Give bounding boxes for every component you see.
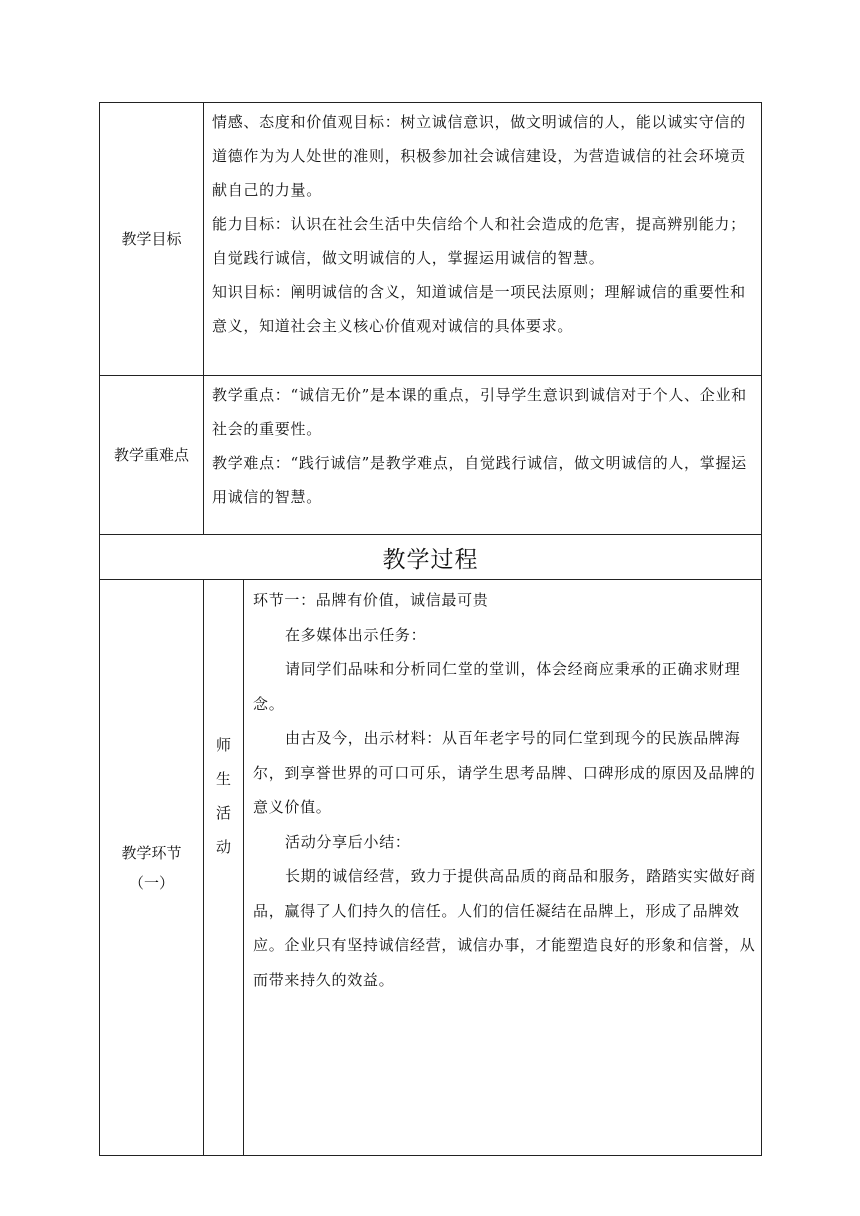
step-one-label (100, 580, 204, 1156)
process-paragraph: 由古及今，出示材料：从百年老字号的同仁堂到现今的民族品牌海尔，到享誉世界的可口可乐，请学生思考品牌、口碑形成的原因及品牌的意义价值。 (253, 729, 756, 816)
process-paragraph: 活动分享后小结： (285, 832, 411, 851)
key-point-text: 教学重点：“诚信无价”是本课的重点，引导学生意识到诚信对于个人、企业和社会的重要性。 (212, 386, 747, 438)
process-paragraph: 在多媒体出示任务： (285, 625, 427, 644)
key-points-row (100, 376, 762, 535)
process-paragraph: 请同学们品味和分析同仁堂的堂训，体会经商应秉承的正确求财理念。 (253, 660, 741, 713)
process-title: 教学过程 (100, 535, 762, 580)
key-points-label: 教学重难点 (100, 376, 204, 535)
ability-goal-text: 能力目标：认识在社会生活中失信给个人和社会造成的危害，提高辨别能力；自觉践行诚信，做文明诚信的人，掌握运用诚信的智慧。 (212, 215, 746, 267)
lesson-plan-page (99, 102, 761, 1156)
teaching-goals-row (100, 103, 762, 376)
activity-label-cell (204, 580, 244, 1156)
knowledge-goal-text: 知识目标：阐明诚信的含义，知道诚信是一项民法原则；理解诚信的重要性和意义，知道社会主义核心价值观对诚信的具体要求。 (212, 283, 746, 335)
process-title-row (100, 535, 762, 580)
key-points-content (204, 376, 762, 535)
activity-label: 师生活动 (215, 736, 231, 856)
difficult-point-text: 教学难点：“践行诚信”是教学难点，自觉践行诚信，做文明诚信的人，掌握运用诚信的智慧。 (212, 454, 747, 506)
affective-goal-text: 情感、态度和价值观目标：树立诚信意识，做文明诚信的人，能以诚实守信的道德作为为人处世的准则，积极参加社会诚信建设，为营造诚信的社会环境贡献自己的力量。 (212, 113, 746, 199)
lesson-plan-table (99, 102, 762, 1156)
step-one-content (244, 580, 762, 1156)
step-one-heading: 环节一：品牌有价值，诚信最可贵 (253, 591, 489, 609)
step-one-label-text: 教学环节（一） (121, 843, 182, 892)
teaching-goals-content (204, 103, 762, 376)
step-one-row (100, 580, 762, 1156)
process-paragraph: 长期的诚信经营，致力于提供高品质的商品和服务，踏踏实实做好商品，赢得了人们持久的信任。人们的信任凝结在品牌上，形成了品牌效应。企业只有坚持诚信经营，诚信办事，才能塑造良好的形象和信誉，从而带来持久的效益。 (253, 867, 757, 989)
teaching-goals-label: 教学目标 (100, 103, 204, 376)
